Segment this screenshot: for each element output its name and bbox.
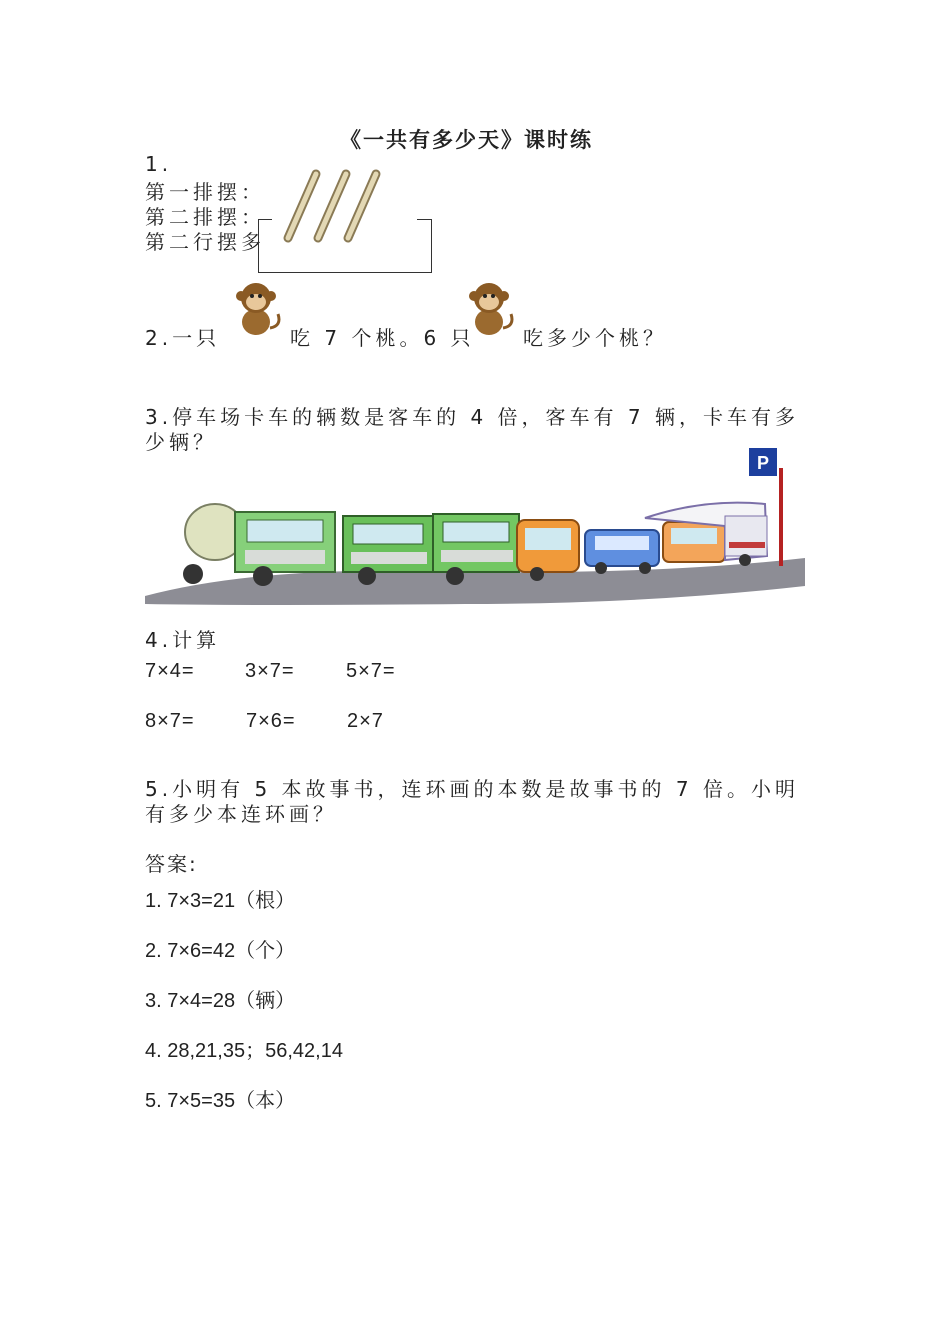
van-icon [585,530,659,574]
q1-box-top-right [417,219,431,220]
stick-icon [348,174,376,238]
q1-line2: 第二排摆： [145,205,265,229]
answer-item: 1. 7×3=21（根） [145,890,296,912]
q5-line1: 5.小明有 5 本故事书，连环画的本数是故事书的 7 倍。小明 [145,777,799,801]
q1-line1: 第一排摆： [145,180,265,204]
q4-expr: 5×7= [346,660,396,682]
q3-line2: 少辆？ [145,430,217,454]
stick-icon [318,174,346,238]
monkey-icon [461,278,517,338]
coach-icon [663,522,725,562]
bus-icon [517,520,579,581]
answers-label: 答案: [145,852,198,876]
parking-sign-label: P [757,453,770,473]
q1-line3: 第二行摆多 [145,230,265,254]
answer-item: 2. 7×6=42（个） [145,940,296,962]
stick-icon [288,174,316,238]
q4-expr: 8×7= [145,710,195,732]
answer-item: 5. 7×5=35（本） [145,1090,296,1112]
monkey-icon [228,278,284,338]
q4-expr: 3×7= [245,660,295,682]
q4-expr: 2×7 [347,710,384,732]
page-title: 《一共有多少天》课时练 [340,128,593,152]
q1-box-top-left [258,219,272,220]
q3-line1: 3.停车场卡车的辆数是客车的 4 倍，客车有 7 辆，卡车有多 [145,405,799,429]
answer-item: 3. 7×4=28（辆） [145,990,296,1012]
q5-line2: 有多少本连环画？ [145,802,337,826]
q1-number: 1. [145,152,173,176]
q4-label: 4.计算 [145,628,221,652]
parking-lot-image [145,446,805,610]
q4-expr: 7×6= [246,710,296,732]
answer-item: 4. 28,21,35；56,42,14 [145,1040,343,1062]
q2-part1: 2.一只 [145,326,221,350]
q2-part2: 吃 7 个桃。6 只 [290,326,475,350]
q4-expr: 7×4= [145,660,195,682]
q2-part3: 吃多少个桃？ [523,326,667,350]
sticks-image [280,168,390,246]
